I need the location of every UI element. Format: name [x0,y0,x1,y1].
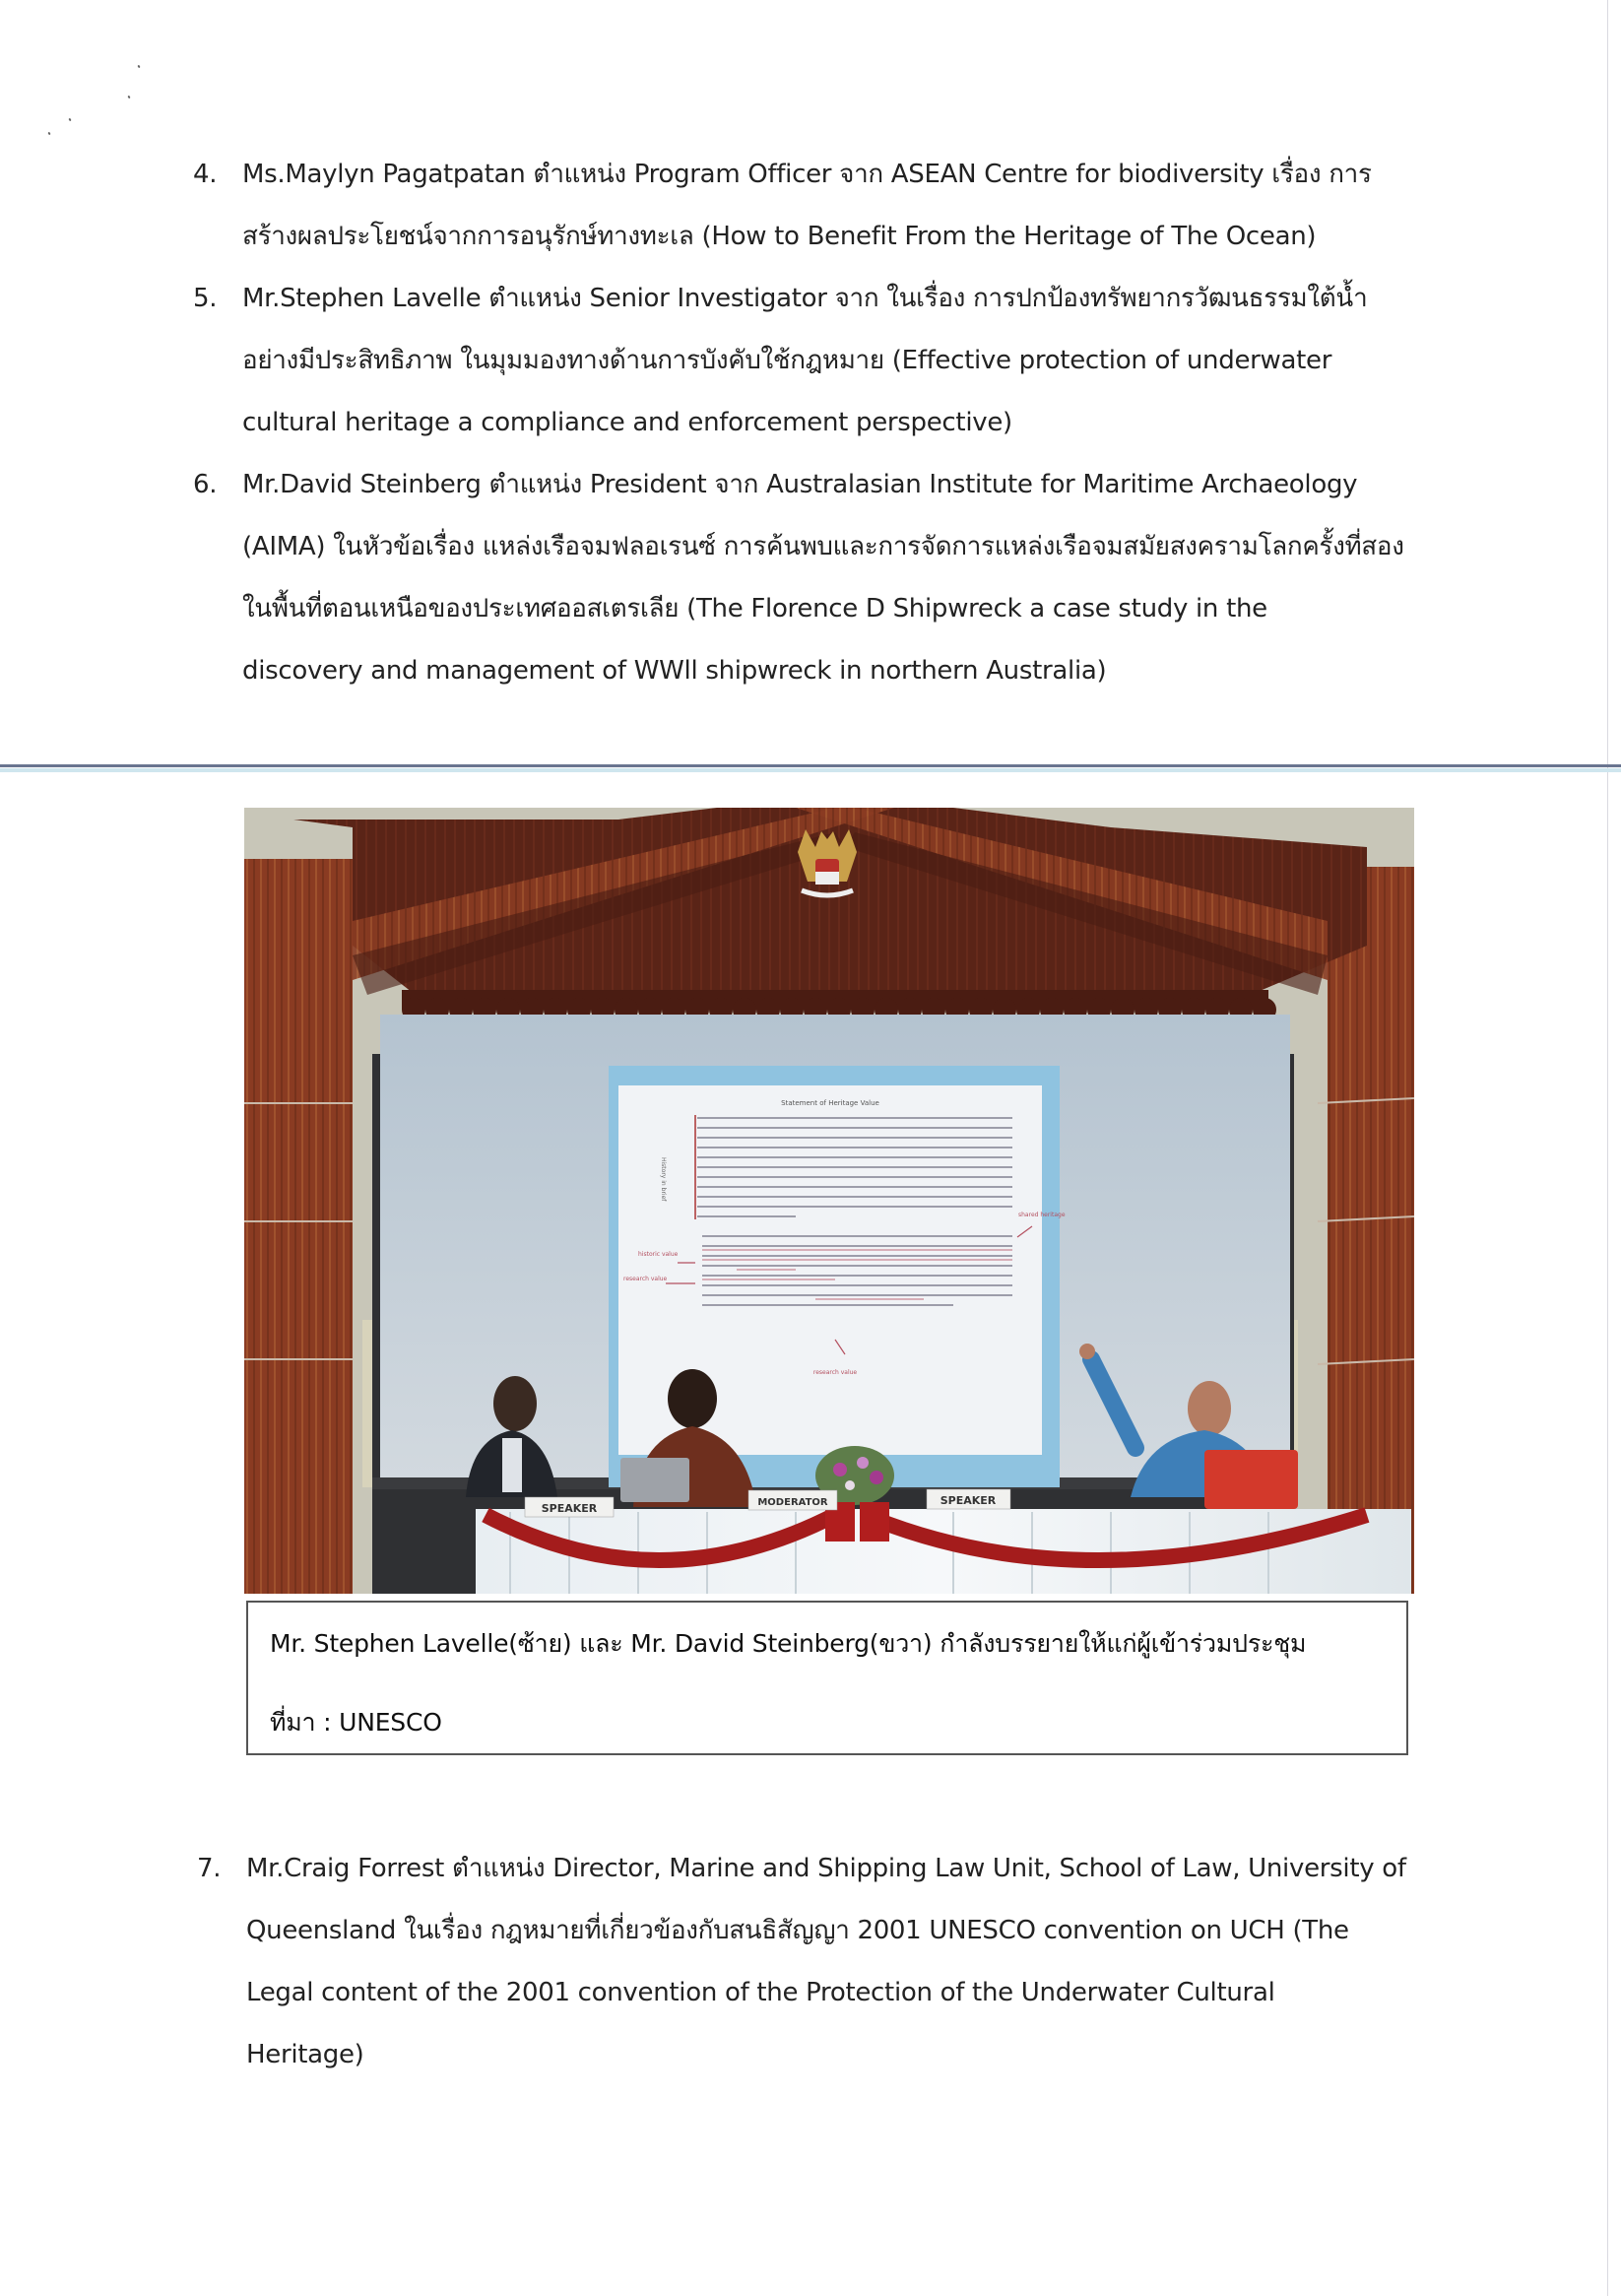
photo-caption: Mr. Stephen Lavelle(ซ้าย) และ Mr. David Steinberg(ขวา) กำลังบรรยายให้แก่ผู้เข้าร่วมประชุม [270,1629,1307,1658]
list-number: 5. [193,284,218,313]
left-wood-pillar [244,859,353,1594]
slide-title: Statement of Heritage Value [781,1099,879,1107]
conference-photo [244,808,1414,1594]
list-item-line: Mr.David Steinberg ตำแหน่ง President จาก Australasian Institute for Maritime Archaeology [242,470,1358,499]
list-item-line: ในพื้นที่ตอนเหนือของประเทศออสเตรเลีย (The Florence D Shipwreck a case study in the [242,594,1267,623]
list-item-4 [193,144,1483,268]
slide-annotation: History in brief [660,1157,667,1202]
svg-text:SPEAKER: SPEAKER [940,1494,997,1507]
list-item-line: cultural heritage a compliance and enforcement perspective) [242,408,1012,437]
list-item-line: Ms.Maylyn Pagatpatan ตำแหน่ง Program Officer จาก ASEAN Centre for biodiversity เรื่อง การ [242,160,1372,189]
list-number: 6. [193,470,218,499]
name-plate-moderator [748,1490,837,1510]
photo-source: ที่มา : UNESCO [270,1708,442,1737]
photo-caption-box [246,1601,1408,1755]
scan-speck [137,65,140,69]
slide-annotation: research value [623,1276,668,1282]
red-laptop [1204,1450,1298,1509]
list-item-line: Heritage) [246,2040,364,2069]
page-separator-shadow [0,768,1621,772]
scan-speck [127,96,130,99]
page-separator [0,764,1621,767]
name-plate-speaker-left [525,1497,614,1517]
svg-text:SPEAKER: SPEAKER [541,1502,598,1515]
list-item-line: Queensland ในเรื่อง กฎหมายที่เกี่ยวข้องกับสนธิสัญญา 2001 UNESCO convention on UCH (The [246,1916,1349,1945]
list-number: 4. [193,160,218,189]
projected-slide [609,1066,1066,1487]
page-edge-line [1607,0,1608,2296]
scan-speck [68,118,71,122]
list-item-7 [197,1838,1487,2086]
list-item-5 [193,268,1483,454]
slide-annotation: historic value [638,1251,679,1258]
scan-speck [47,132,50,136]
name-plate-speaker-right [927,1489,1010,1509]
list-item-6 [193,454,1483,702]
list-item-line: Legal content of the 2001 convention of the Protection of the Underwater Cultural [246,1978,1275,2007]
slide-annotation: shared heritage [1018,1212,1066,1218]
list-number: 7. [197,1854,222,1883]
list-item-line: อย่างมีประสิทธิภาพ ในมุมมองทางด้านการบังคับใช้กฎหมาย (Effective protection of underwater [242,346,1332,375]
list-item-line: Mr.Craig Forrest ตำแหน่ง Director, Marine and Shipping Law Unit, School of Law, University of [246,1854,1406,1883]
svg-text:MODERATOR: MODERATOR [757,1497,828,1508]
list-item-line: discovery and management of WWll shipwreck in northern Australia) [242,656,1107,686]
list-item-line: Mr.Stephen Lavelle ตำแหน่ง Senior Investigator จาก ในเรื่อง การปกป้องทรัพยากรวัฒนธรรมใต้น้ำ [242,284,1368,313]
grey-laptop [620,1458,689,1502]
slide-annotation: research value [812,1369,858,1376]
right-wood-pillar [1328,867,1414,1594]
list-item-line: สร้างผลประโยชน์จากการอนุรักษ์ทางทะเล (How to Benefit From the Heritage of The Ocean) [242,222,1317,251]
list-item-line: (AIMA) ในหัวข้อเรื่อง แหล่งเรือจมฟลอเรนซ์ การค้นพบและการจัดการแหล่งเรือจมสมัยสงครามโลกครั้งที่สอง [242,532,1404,561]
